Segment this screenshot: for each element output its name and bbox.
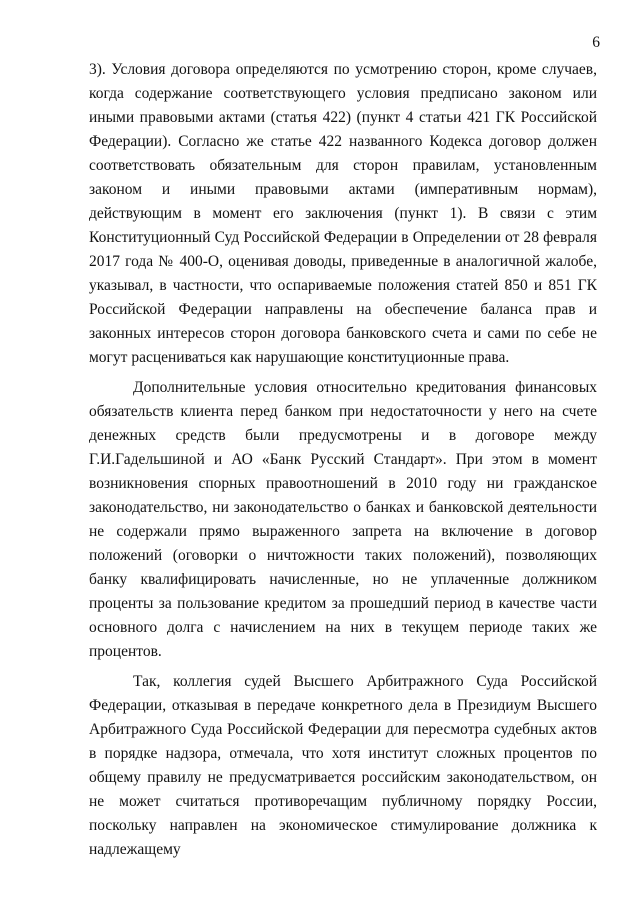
paragraph-arbitration-court: Так, коллегия судей Высшего Арбитражного Суда Российской Федерации, отказывая в передаче конкретного дела в Президиум Высшего Арбитражного Суда Российской Федерации для пересмотра судебных актов в порядке надзора, отмечала, что хотя институт сложных процентов по общему правилу не предусматривается российским законодательством, он не может считаться противоречащим публичному порядку России, поскольку направлен на экономическое стимулирование должника к надлежащему: [89, 673, 597, 858]
paragraph-continuation: 3). Условия договора определяются по усмотрению сторон, кроме случаев, когда содержание соответствующего условия предписано законом или иными правовыми актами (статья 422) (пункт 4 статьи 421 ГК Российской Федерации). Согласно же статье 422 названного Кодекса договор должен соответствовать обязательным для сторон правилам, установленным законом и иными правовыми актами (императивным нормам), действующим в момент его заключения (пункт 1). В связи с этим Конституционный Суд Российской Федерации в Определении от 28 февраля 2017 года № 400-О, оценивая доводы, приведенные в аналогичной жалобе, указывал, в частности, что оспариваемые положения статей 850 и 851 ГК Российской Федерации направлены на обеспечение баланса прав и законных интересов сторон договора банковского счета и сами по себе не могут расцениваться как нарушающие конституционные права.: [89, 61, 597, 366]
paragraph-additional-conditions: Дополнительные условия относительно кредитования финансовых обязательств клиента перед банком при недостаточности у него на счете денежных средств были предусмотрены и в договоре между Г.И.Гадельшиной и АО «Банк Русский Стандарт». При этом в момент возникновения спорных правоотношений в 2010 году ни гражданское законодательство, ни законодательство о банках и банковской деятельности не содержали прямо выраженного запрета на включение в договор положений (оговорки о ничтожности таких положений), позволяющих банку квалифицировать начисленные, но не уплаченные должником проценты за пользование кредитом за прошедший период в качестве части основного долга с начислением на них в текущем периоде таких же процентов.: [89, 379, 597, 660]
page-number: 6: [592, 34, 600, 51]
document-body: [89, 58, 597, 862]
